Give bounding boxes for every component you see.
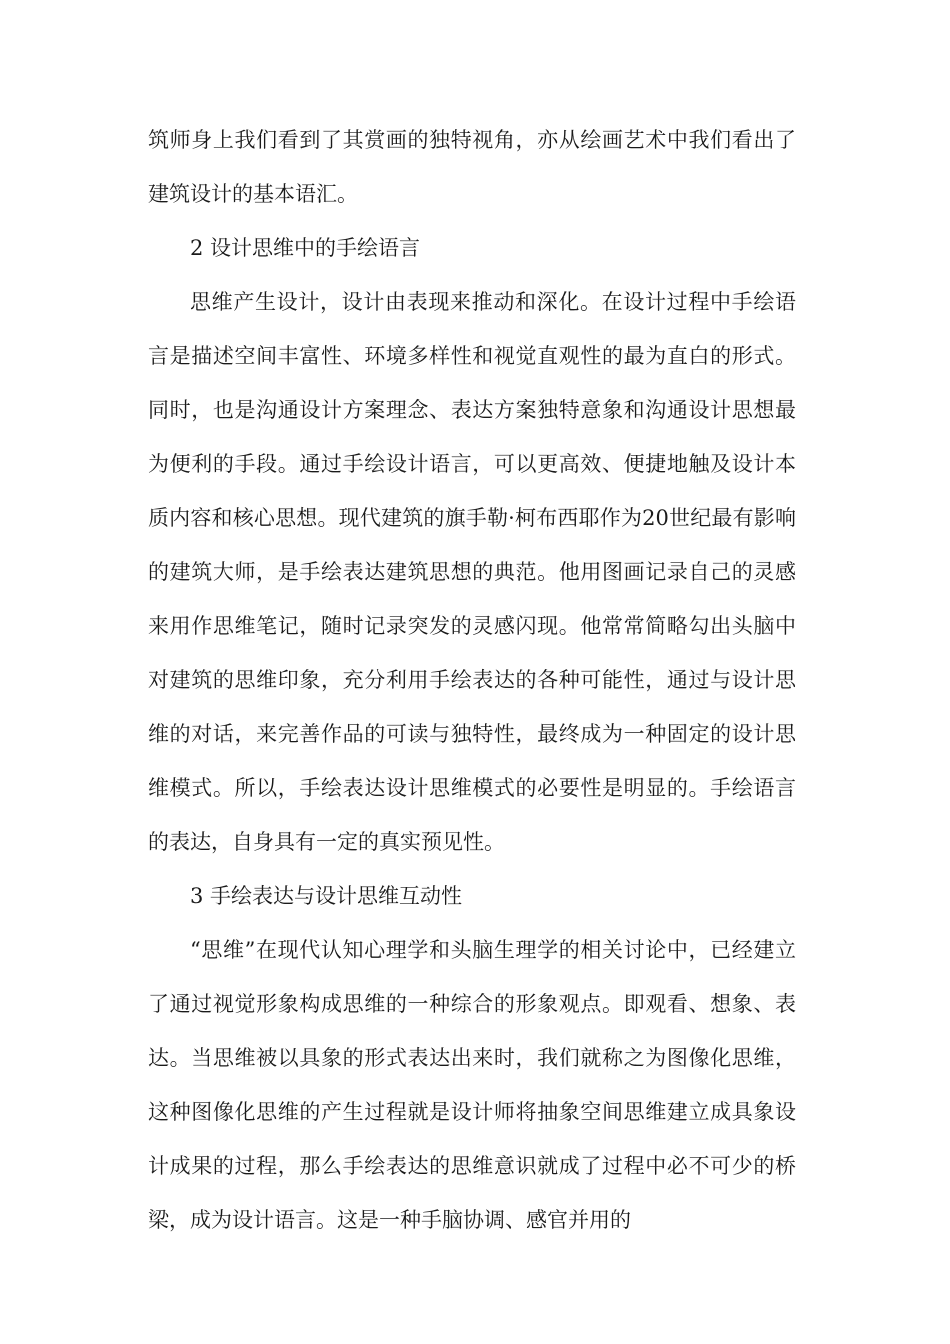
section-heading-3: 3 手绘表达与设计思维互动性 — [190, 884, 463, 908]
document-page — [148, 113, 796, 1247]
paragraph-thinking-interaction: “思维”在现代认知心理学和头脑生理学的相关讨论中，已经建立了通过视觉形象构成思维的一种综合的形象观点。即观看、想象、表达。当思维被以具象的形式表达出来时，我们就称之为图像化思维，这种图像化思维的产生过程就是设计师将抽象空间思维建立成具象设计成果的过程，那么手绘表达的思维意识就成了过程中必不可少的桥梁，成为设计语言。这是一种手脑协调、感官并用的 — [148, 938, 796, 1232]
paragraph-hand-drawing-language: 思维产生设计，设计由表现来推动和深化。在设计过程中手绘语言是描述空间丰富性、环境多样性和视觉直观性的最为直白的形式。同时，也是沟通设计方案理念、表达方案独特意象和沟通设计思想最为便利的手段。通过手绘设计语言，可以更高效、便捷地触及设计本质内容和核心思想。现代建筑的旗手勒·柯布西耶作为20世纪最有影响的建筑大师，是手绘表达建筑思想的典范。他用图画记录自己的灵感来用作思维笔记，随时记录突发的灵感闪现。他常常简略勾出头脑中对建筑的思维印象，充分利用手绘表达的各种可能性，通过与设计思维的对话，来完善作品的可读与独特性，最终成为一种固定的设计思维模式。所以，手绘表达设计思维模式的必要性是明显的。手绘语言的表达，自身具有一定的真实预见性。 — [148, 290, 796, 854]
section-heading-2: 2 设计思维中的手绘语言 — [190, 236, 421, 260]
paragraph-continuation: 筑师身上我们看到了其赏画的独特视角，亦从绘画艺术中我们看出了建筑设计的基本语汇。 — [148, 128, 796, 206]
